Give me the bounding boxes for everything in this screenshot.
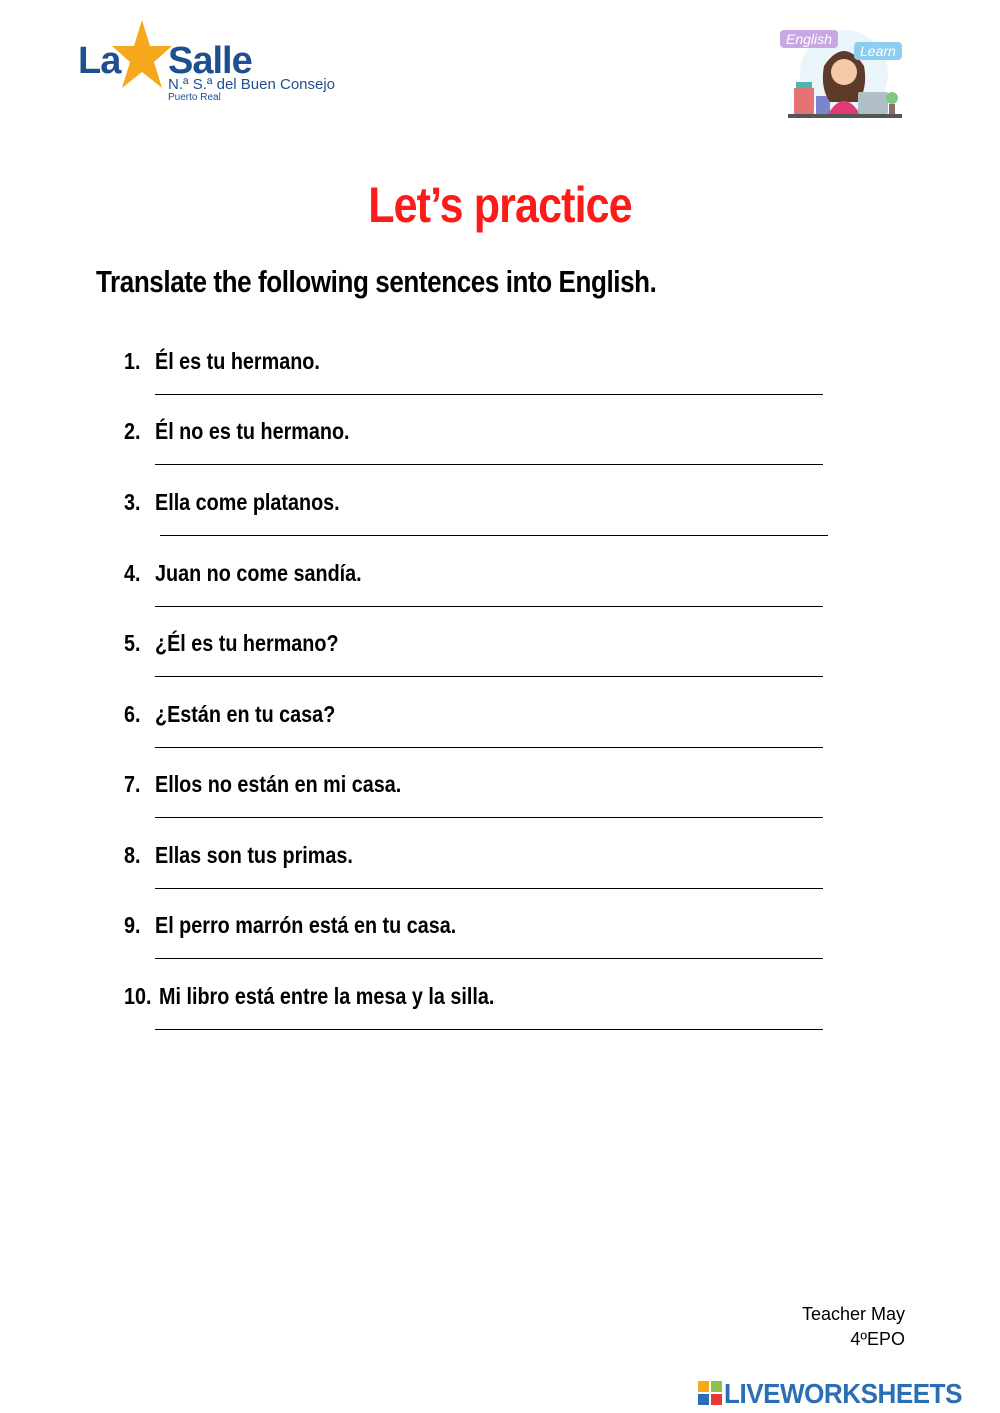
item-text: El perro marrón está en tu casa. — [155, 912, 457, 938]
school-logo-subtitle: N.ª S.ª del Buen Consejo — [168, 76, 336, 93]
list-item — [124, 701, 844, 767]
answer-line[interactable] — [155, 747, 823, 748]
answer-line[interactable] — [155, 394, 823, 395]
item-text: Juan no come sandía. — [155, 560, 362, 586]
item-number: 1. — [124, 348, 141, 374]
english-tag: English — [780, 30, 838, 48]
liveworksheets-logo-icon — [698, 1381, 722, 1405]
star-icon — [112, 18, 172, 90]
instructions: Translate the following sentences into English. — [96, 264, 657, 299]
school-logo-word-la: La — [78, 40, 121, 82]
item-text: Ellas son tus primas. — [155, 842, 353, 868]
list-item — [124, 983, 844, 1049]
item-text: Ellos no están en mi casa. — [155, 771, 402, 797]
brand-text: LIVEWORKSHEETS — [724, 1378, 963, 1409]
item-number: 4. — [124, 560, 141, 586]
answer-line[interactable] — [155, 676, 823, 677]
school-logo-location: Puerto Real — [168, 92, 221, 103]
item-text: Él no es tu hermano. — [155, 418, 350, 444]
list-item — [124, 842, 844, 908]
learn-tag: Learn — [854, 42, 902, 60]
item-number: 6. — [124, 701, 141, 727]
item-number: 9. — [124, 912, 141, 938]
answer-line[interactable] — [155, 464, 823, 465]
list-item — [124, 348, 844, 414]
item-number: 8. — [124, 842, 141, 868]
item-number: 3. — [124, 489, 141, 515]
school-logo — [78, 18, 348, 108]
answer-line[interactable] — [155, 606, 823, 607]
school-logo-word-salle: Salle — [168, 40, 252, 82]
item-number: 10. — [124, 983, 152, 1009]
list-item — [124, 560, 844, 626]
list-item — [124, 418, 844, 484]
class-label: 4ºEPO — [850, 1329, 905, 1349]
item-number: 7. — [124, 771, 141, 797]
english-learn-logo — [780, 26, 910, 122]
item-number: 5. — [124, 630, 141, 656]
page-title: Let’s practice — [368, 177, 632, 233]
item-text: Mi libro está entre la mesa y la silla. — [159, 983, 495, 1009]
item-number: 2. — [124, 418, 141, 444]
answer-line[interactable] — [160, 535, 828, 536]
list-item — [124, 489, 844, 555]
list-item — [124, 912, 844, 978]
item-text: Él es tu hermano. — [155, 348, 320, 374]
list-item — [124, 630, 844, 696]
answer-line[interactable] — [155, 888, 823, 889]
list-item — [124, 771, 844, 837]
answer-line[interactable] — [155, 1029, 823, 1030]
teacher-name: Teacher May — [801, 1304, 905, 1324]
answer-line[interactable] — [155, 817, 823, 818]
item-text: ¿Él es tu hermano? — [155, 630, 339, 656]
answer-line[interactable] — [155, 958, 823, 959]
liveworksheets-brand[interactable] — [698, 1378, 994, 1408]
item-text: Ella come platanos. — [155, 489, 340, 515]
item-text: ¿Están en tu casa? — [155, 701, 336, 727]
